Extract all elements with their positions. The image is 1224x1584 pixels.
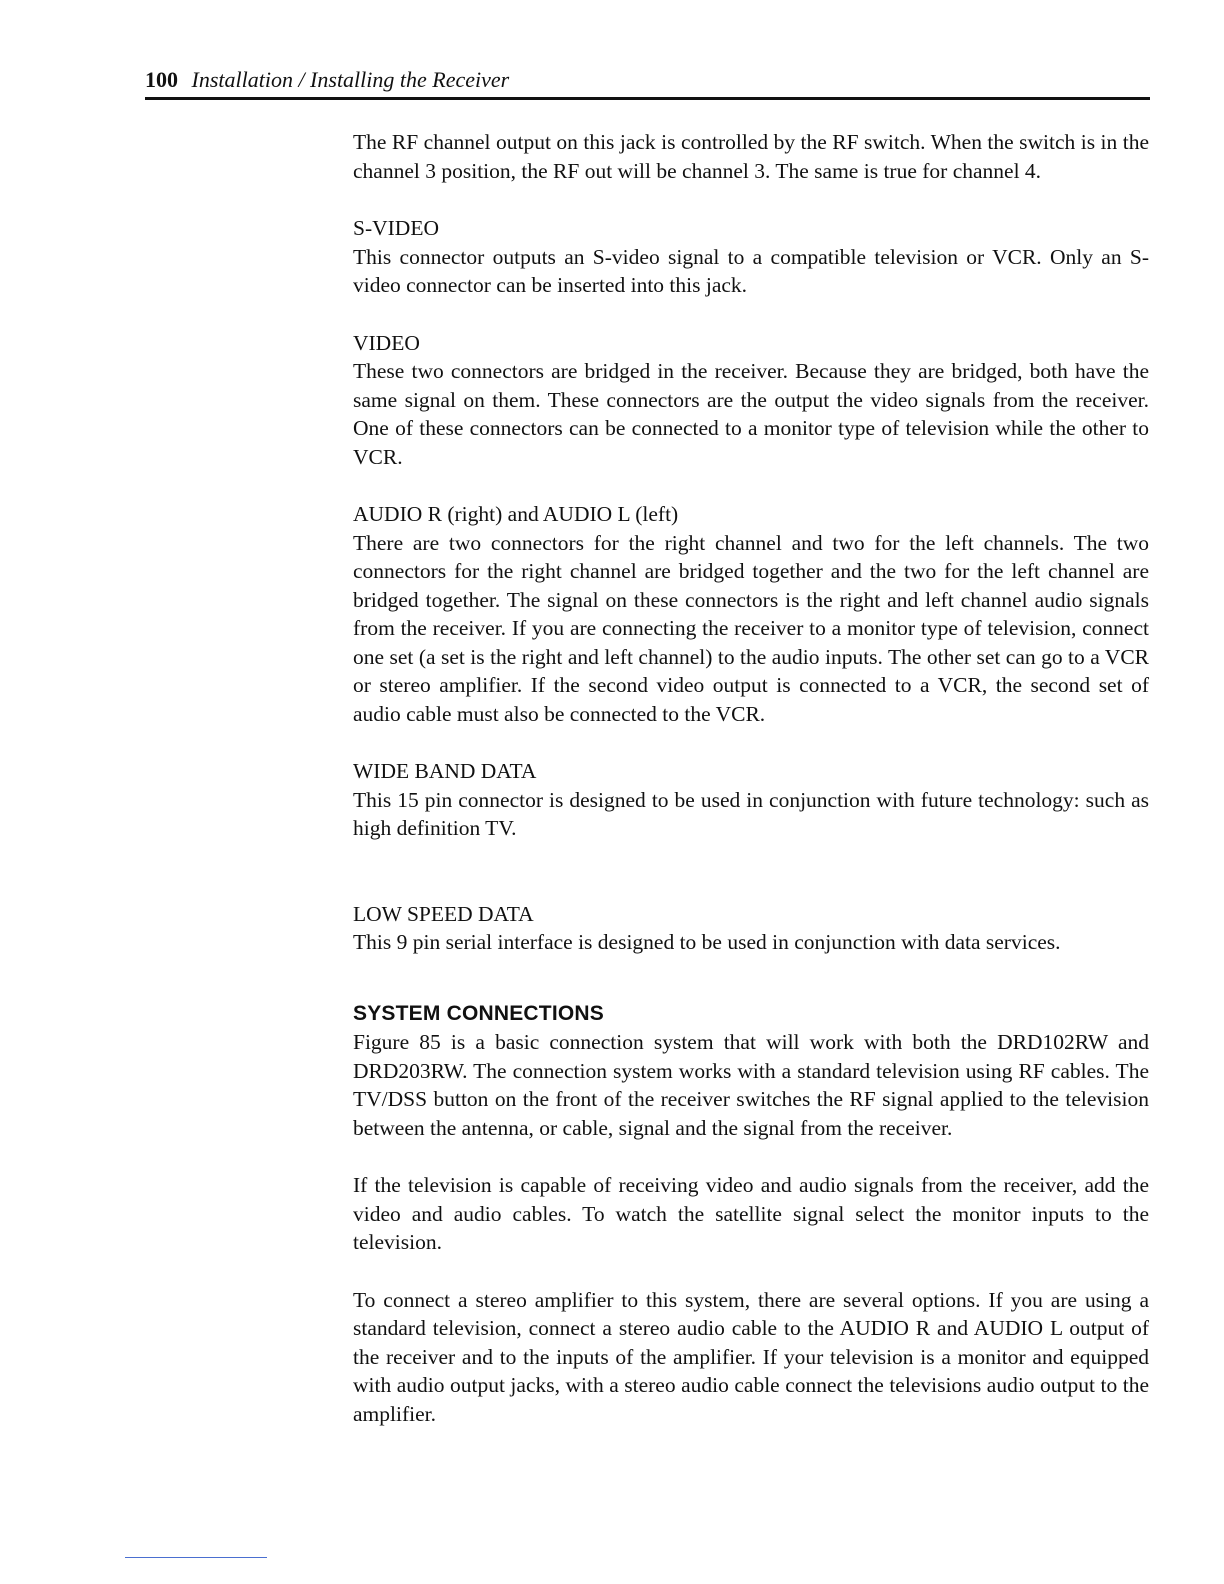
main-content — [353, 128, 1149, 1428]
section-body: These two connectors are bridged in the receiver. Because they are bridged, both have the same signal on them. These connectors are the output the video signals from the receiver. One of these connectors can be connected to a monitor type of television while the other to VCR. — [353, 359, 1149, 469]
running-title: Installation / Installing the Receiver — [191, 67, 510, 92]
section-s-video — [353, 214, 1149, 300]
section-heading: AUDIO R (right) and AUDIO L (left) — [353, 502, 679, 526]
section-heading: VIDEO — [353, 330, 420, 355]
section-system-connections — [353, 1000, 1149, 1429]
system-connections-paragraph: If the television is capable of receiving video and audio signals from the receiver, add the video and audio cables. To watch the satellite signal select the monitor inputs to the television. — [353, 1173, 1149, 1254]
intro-paragraph: The RF channel output on this jack is controlled by the RF switch. When the switch is in the channel 3 position, the RF out will be channel 3. The same is true for channel 4. — [353, 130, 1149, 183]
section-video — [353, 329, 1149, 472]
section-body: This 15 pin connector is designed to be used in conjunction with future technology: such as high definition TV. — [353, 787, 1149, 840]
system-connections-paragraph: To connect a stereo amplifier to this system, there are several options. If you are using a standard television, connect a stereo audio cable to the AUDIO R and AUDIO L output of the receiver and to the inputs of the amplifier. If your television is a monitor and equipped with audio output jacks, with a stereo audio cable connect the televisions audio output to the amplifier. — [353, 1287, 1149, 1426]
footer-rule — [125, 1557, 267, 1558]
section-body: There are two connectors for the right channel and two for the left channels. The two connectors for the right channel are bridged together and the two for the left channel are bridged together. The signal on these connectors is the right and left channel audio signals from the receiver. If you are connecting the receiver to a monitor type of television, connect one set (a set is the right and left channel) to the audio inputs. The other set can go to a VCR or stereo amplifier. If the second video output is connected to a VCR, the second set of audio cable must also be connected to the VCR. — [353, 530, 1149, 726]
section-heading: WIDE BAND DATA — [353, 759, 537, 783]
section-heading: S-VIDEO — [353, 216, 439, 240]
page-header — [145, 66, 509, 94]
section-audio — [353, 500, 1149, 728]
section-heading: LOW SPEED DATA — [353, 901, 534, 926]
section-body: This connector outputs an S-video signal to a compatible television or VCR. Only an S-video connector can be inserted into this jack. — [353, 244, 1149, 297]
page-number: 100 — [145, 67, 178, 92]
section-wide-band-data — [353, 757, 1149, 843]
section-body: This 9 pin serial interface is designed to be used in conjunction with data services. — [353, 930, 1061, 954]
section-low-speed-data — [353, 900, 1149, 957]
header-rule — [145, 97, 1150, 100]
system-connections-paragraph: Figure 85 is a basic connection system that will work with both the DRD102RW and DRD203RW. The connection system works with a standard television using RF cables. The TV/DSS button on the front of the receiver switches the RF signal applied to the television between the antenna, or cable, signal and the signal from the receiver. — [353, 1030, 1149, 1140]
system-connections-heading: SYSTEM CONNECTIONS — [353, 1001, 604, 1025]
